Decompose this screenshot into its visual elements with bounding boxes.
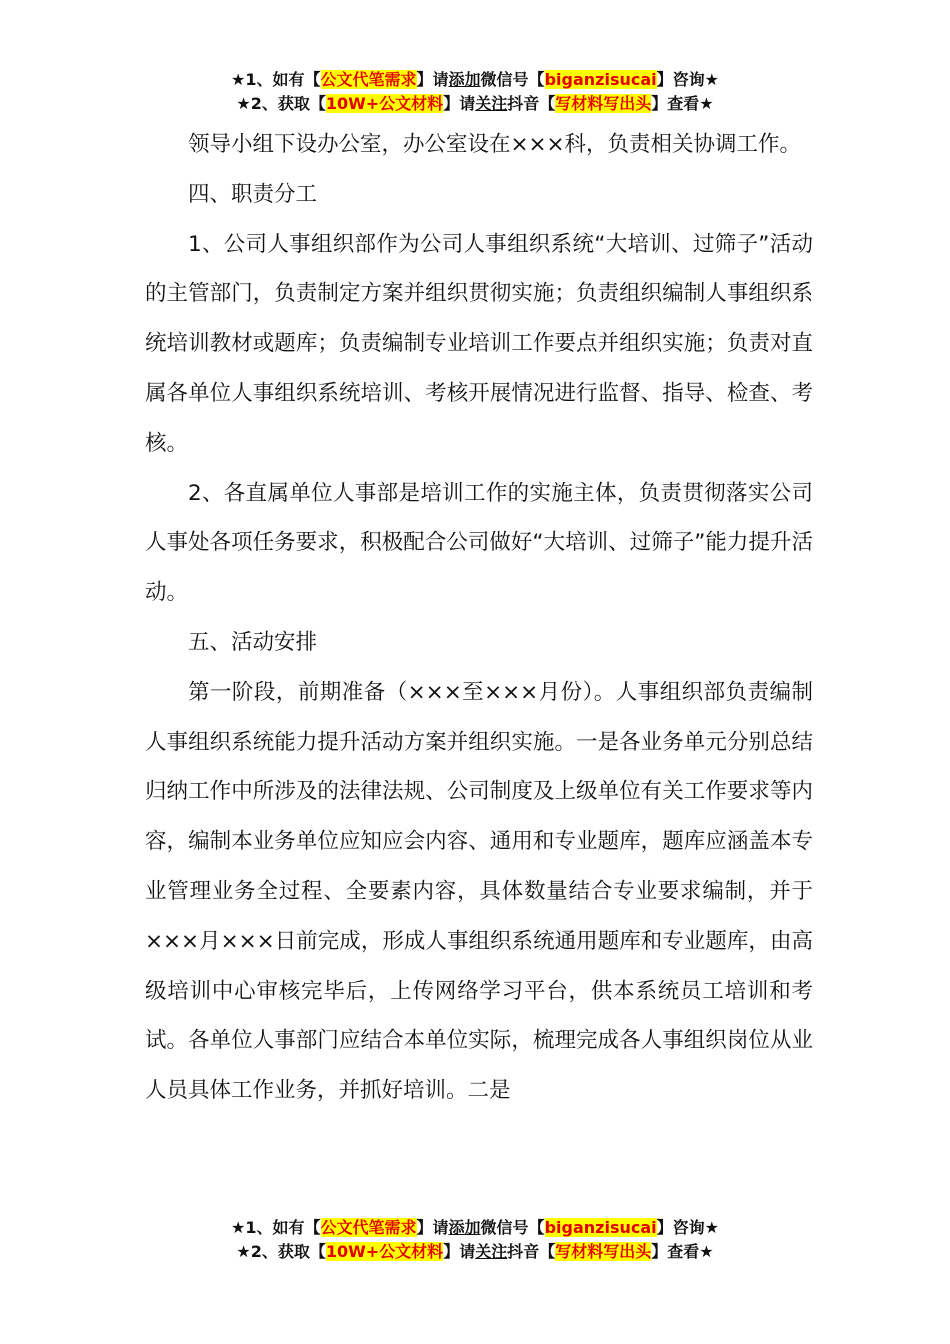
banner-line-2 (0, 92, 950, 116)
banner-douyin-name: 写材料写出头 (555, 94, 652, 113)
banner-line-1 (0, 1216, 950, 1240)
banner-line-1 (0, 68, 950, 92)
banner-text: 】查看★ (651, 94, 714, 113)
paragraph: 1、公司人事组织部作为公司人事组织系统“大培训、过筛子”活动的主管部门，负责制定方案并组织贯彻实施；负责组织编制人事组织系统培训教材或题库；负责编制专业培训工作要点并组织实施；负责对直属各单位人事组织系统培训、考核开展情况进行监督、指导、检查、考核。 (145, 231, 813, 456)
document-body (145, 120, 813, 1116)
section-heading: 五、活动安排 (188, 629, 318, 655)
banner-line-2 (0, 1240, 950, 1264)
banner-highlight: 10W+公文材料 (325, 94, 444, 113)
banner-text: 】请 (443, 94, 476, 113)
banner-highlight: 公文代笔需求 (320, 1218, 417, 1237)
banner-text: ★2、获取【 (236, 94, 326, 113)
banner-text: ★1、如有【 (231, 70, 321, 89)
header-banner (0, 68, 950, 116)
banner-text: 微信号【 (480, 70, 545, 89)
banner-text: 】请 (416, 1218, 449, 1237)
banner-highlight: 公文代笔需求 (320, 70, 417, 89)
paragraph: 第一阶段，前期准备（×××至×××月份）。人事组织部负责编制人事组织系统能力提升活动方案并组织实施。一是各业务单元分别总结归纳工作中所涉及的法律法规、公司制度及上级单位有关工作要求等内容，编制本业务单位应知应会内容、通用和专业题库，题库应涵盖本专业管理业务全过程、全要素内容，具体数量结合专业要求编制，并于×××月×××日前完成，形成人事组织系统通用题库和专业题库，由高级培训中心审核完毕后，上传网络学习平台，供本系统员工培训和考试。各单位人事部门应结合本单位实际，梳理完成各人事组织岗位从业人员具体工作业务，并抓好培训。二是 (145, 679, 813, 1104)
banner-wechat-id: biganzisucai (544, 70, 657, 89)
banner-douyin-name: 写材料写出头 (555, 1242, 652, 1261)
banner-text: 】请 (416, 70, 449, 89)
footer-banner (0, 1216, 950, 1264)
banner-text: 抖音【 (507, 1242, 556, 1261)
paragraph: 领导小组下设办公室，办公室设在×××科，负责相关协调工作。 (188, 132, 802, 157)
banner-text: ★2、获取【 (236, 1242, 326, 1261)
paragraph: 2、各直属单位人事部是培训工作的实施主体，负责贯彻落实公司人事处各项任务要求，积极配合公司做好“大培训、过筛子”能力提升活动。 (145, 480, 813, 606)
section-heading: 四、职责分工 (188, 181, 318, 207)
banner-underline: 关注 (475, 94, 508, 113)
banner-text: ★1、如有【 (231, 1218, 321, 1237)
banner-underline: 添加 (448, 70, 481, 89)
banner-text: 】咨询★ (656, 1218, 719, 1237)
banner-text: 抖音【 (507, 94, 556, 113)
banner-underline: 添加 (448, 1218, 481, 1237)
banner-underline: 关注 (475, 1242, 508, 1261)
banner-wechat-id: biganzisucai (544, 1218, 657, 1237)
banner-highlight: 10W+公文材料 (325, 1242, 444, 1261)
banner-text: 】请 (443, 1242, 476, 1261)
banner-text: 】查看★ (651, 1242, 714, 1261)
banner-text: 微信号【 (480, 1218, 545, 1237)
banner-text: 】咨询★ (656, 70, 719, 89)
